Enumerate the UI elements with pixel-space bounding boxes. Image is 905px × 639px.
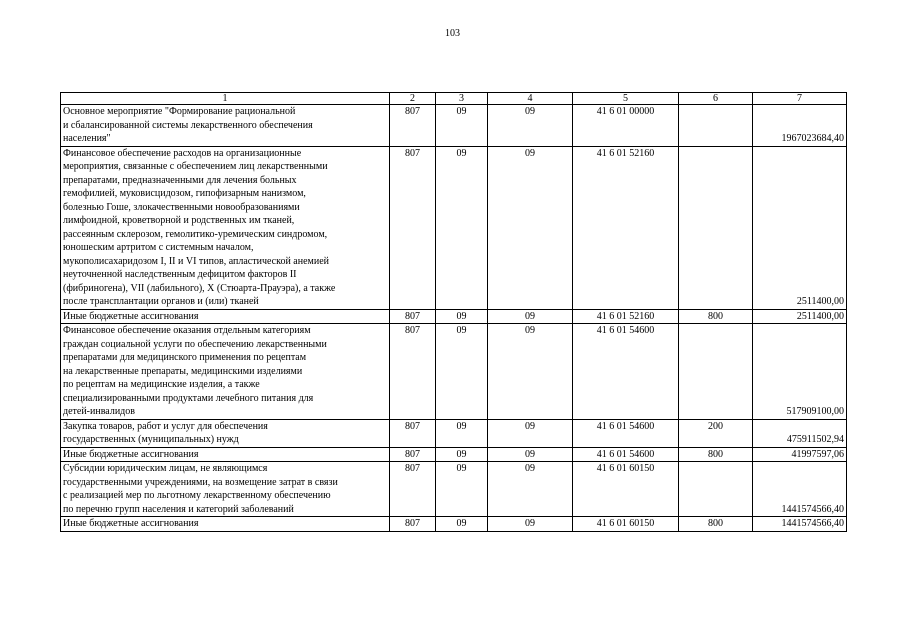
target-article-cell: 41 6 01 00000 [573,105,679,147]
target-article-cell: 41 6 01 52160 [573,146,679,309]
section-code-cell: 09 [436,517,488,532]
section-code-cell: 09 [436,462,488,517]
amount-cell: 1441574566,40 [753,517,847,532]
ministry-code-cell: 807 [390,517,436,532]
ministry-code-cell: 807 [390,462,436,517]
item-name-line: препаратами для медицинского применения по рецептам [63,352,307,363]
item-name-cell [61,447,390,462]
subsection-code-cell: 09 [488,309,573,324]
item-name-cell [61,146,390,309]
section-code-cell: 09 [436,419,488,447]
target-article-cell: 41 6 01 60150 [573,462,679,517]
amount-cell: 2511400,00 [753,146,847,309]
subsection-code-cell: 09 [488,324,573,420]
budget-table [60,92,847,532]
expense-type-cell: 800 [679,447,753,462]
section-code-cell: 09 [436,447,488,462]
target-article-cell: 41 6 01 54600 [573,324,679,420]
ministry-code-cell: 807 [390,105,436,147]
target-article-cell: 41 6 01 54600 [573,419,679,447]
section-code-cell: 09 [436,146,488,309]
item-name-line: государственных (муниципальных) нужд [63,434,239,445]
item-name-line: государственными учреждениями, на возмещение затрат в связи [63,476,338,488]
table-row [61,309,847,324]
amount-cell: 1441574566,40 [753,462,847,517]
subsection-code-cell: 09 [488,517,573,532]
header-cell-7: 7 [753,93,847,105]
expense-type-cell [679,324,753,420]
item-name-line: и сбалансированной системы лекарственного обеспечения [63,119,313,131]
ministry-code-cell: 807 [390,447,436,462]
table-row [61,517,847,532]
item-name-line: Субсидии юридическим лицам, не являющимся [63,463,268,474]
header-cell-3: 3 [436,93,488,105]
subsection-code-cell: 09 [488,447,573,462]
header-cell-6: 6 [679,93,753,105]
table-row [61,447,847,462]
ministry-code-cell: 807 [390,324,436,420]
item-name-line: юношеским артритом с системным началом, [63,242,254,253]
subsection-code-cell: 09 [488,419,573,447]
item-name-line: Финансовое обеспечение расходов на организационные [63,147,302,159]
header-cell-2: 2 [390,93,436,105]
amount-cell: 41997597,06 [753,447,847,462]
section-code-cell: 09 [436,309,488,324]
ministry-code-cell: 807 [390,146,436,309]
budget-table-body [61,93,847,532]
item-name-line: по перечню групп населения и категорий заболеваний [63,503,294,515]
item-name-line: (фибриногена), VII (лабильного), X (Стюарта-Прауэра), а также [63,282,336,294]
ministry-code-cell: 807 [390,309,436,324]
table-row [61,462,847,517]
amount-cell: 2511400,00 [753,309,847,324]
item-name-line: по рецептам на медицинские изделия, а также [63,379,260,390]
expense-type-cell: 200 [679,419,753,447]
page-number: 103 [445,28,460,39]
ministry-code-cell: 807 [390,419,436,447]
item-name-line: с реализацией мер по льготному лекарственному обеспечению [63,490,331,501]
target-article-cell: 41 6 01 54600 [573,447,679,462]
item-name-line: препаратами, предназначенными для лечения больных [63,174,297,186]
item-name-line: населения" [63,133,111,144]
item-name-line: мероприятия, связанные с обеспечением лиц лекарственными [63,161,328,172]
item-name-cell [61,324,390,420]
item-name-line: болезнью Гоше, злокачественными новообразованиями [63,201,300,213]
item-name-line: Иные бюджетные ассигнования [63,310,199,322]
item-name-line: на лекарственные препараты, медицинскими изделиями [63,365,303,377]
amount-cell: 517909100,00 [753,324,847,420]
expense-type-cell [679,462,753,517]
header-row [61,93,847,105]
item-name-line: специализированными продуктами лечебного питания для [63,392,314,404]
expense-type-cell: 800 [679,517,753,532]
item-name-line: Основное мероприятие "Формирование рациональной [63,106,296,117]
header-cell-5: 5 [573,93,679,105]
table-row [61,146,847,309]
item-name-cell [61,309,390,324]
item-name-line: после трансплантации органов и (или) тканей [63,296,259,307]
amount-cell: 475911502,94 [753,419,847,447]
item-name-cell [61,517,390,532]
item-name-cell [61,419,390,447]
expense-type-cell: 800 [679,309,753,324]
amount-cell: 1967023684,40 [753,105,847,147]
item-name-line: детей-инвалидов [63,406,135,417]
item-name-cell [61,462,390,517]
item-name-line: рассеянным склерозом, гемолитико-уремическим синдромом, [63,228,328,240]
target-article-cell: 41 6 01 60150 [573,517,679,532]
table-row [61,324,847,420]
target-article-cell: 41 6 01 52160 [573,309,679,324]
table-row [61,419,847,447]
item-name-line: мукополисахаридозом I, II и VI типов, апластической анемией [63,255,330,267]
header-cell-1: 1 [61,93,390,105]
section-code-cell: 09 [436,324,488,420]
section-code-cell: 09 [436,105,488,147]
item-name-line: неуточненной наследственным дефицитом факторов II [63,269,297,280]
subsection-code-cell: 09 [488,462,573,517]
item-name-line: лимфоидной, кроветворной и родственных им тканей, [63,215,295,226]
expense-type-cell [679,105,753,147]
item-name-line: граждан социальной услуги по обеспечению лекарственными [63,338,327,350]
subsection-code-cell: 09 [488,146,573,309]
item-name-line: гемофилией, муковисцидозом, гипофизарным нанизмом, [63,188,306,199]
item-name-cell [61,105,390,147]
item-name-line: Иные бюджетные ассигнования [63,518,199,529]
item-name-line: Финансовое обеспечение оказания отдельным категориям [63,325,311,336]
header-cell-4: 4 [488,93,573,105]
expense-type-cell [679,146,753,309]
table-row [61,105,847,147]
item-name-line: Иные бюджетные ассигнования [63,448,199,460]
subsection-code-cell: 09 [488,105,573,147]
item-name-line: Закупка товаров, работ и услуг для обеспечения [63,420,268,432]
